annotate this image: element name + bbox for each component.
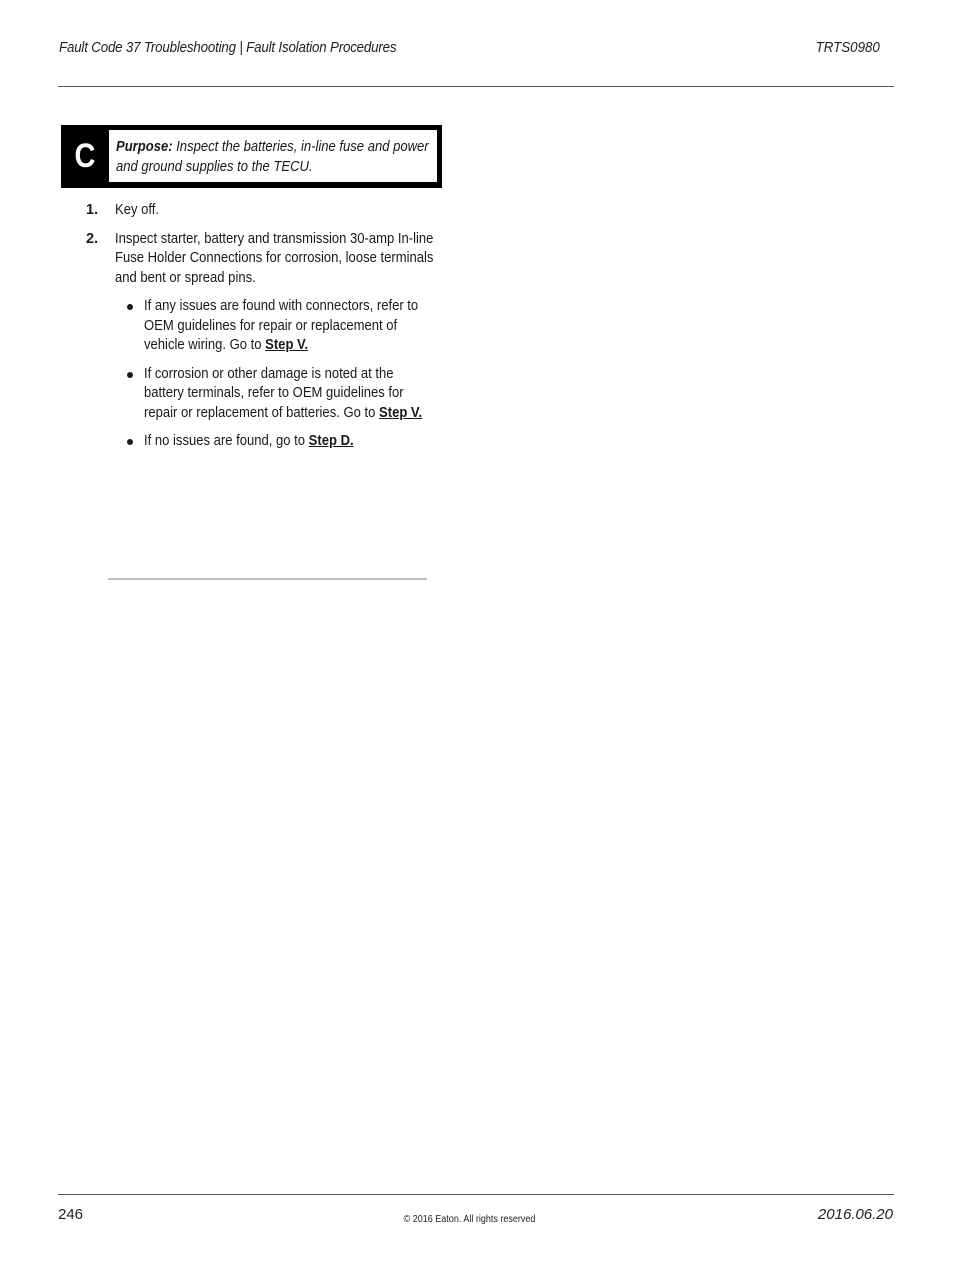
bullet-item [115, 365, 446, 424]
step-v-link[interactable]: Step V. [265, 337, 309, 353]
page-number: 246 [58, 1206, 84, 1223]
step-header-box [61, 125, 442, 188]
bullet-icon [127, 439, 133, 445]
step-text: Key off. [115, 202, 160, 218]
step-d-link[interactable]: Step D. [308, 433, 354, 449]
purpose-panel [109, 130, 437, 182]
step-text: Inspect starter, battery and transmission 30-amp In-line Fuse Holder Connections for corrosion, loose terminals and bent or spread pins. [115, 230, 434, 286]
purpose-text: Inspect the batteries, in-line fuse and power and ground supplies to the TECU. [116, 139, 429, 175]
bullet-text-wrap [144, 365, 434, 424]
step-item [86, 201, 446, 221]
footer-divider [58, 1194, 894, 1195]
step-letter: C [74, 137, 96, 175]
copyright-notice: © 2016 Eaton. All rights reserved [403, 1214, 536, 1225]
step-2-bullet-list [115, 297, 446, 452]
revision-date: 2016.06.20 [817, 1206, 893, 1223]
section-end-divider [108, 578, 427, 580]
step-number: 1. [86, 202, 99, 218]
bullet-item [115, 297, 446, 356]
step-number: 2. [86, 230, 99, 247]
document-id: TRTS0980 [815, 40, 880, 56]
bullet-text: If any issues are found with connectors, refer to OEM guidelines for repair or replacement of vehicle wiring. Go to [144, 298, 419, 353]
purpose-label: Purpose: [116, 139, 173, 155]
bullet-icon [127, 304, 133, 310]
bullet-text-wrap [144, 432, 434, 452]
bullet-text: If corrosion or other damage is noted at the battery terminals, refer to OEM guidelines for repair or replacement of batteries. Go to [144, 365, 404, 421]
header-divider [58, 86, 894, 87]
bullet-text: If no issues are found, go to [144, 433, 309, 449]
bullet-icon [127, 372, 133, 378]
step-item [86, 230, 446, 452]
step-v-link[interactable]: Step V. [379, 404, 423, 421]
header-title: Fault Code 37 Troubleshooting | Fault Isolation Procedures [59, 40, 397, 56]
procedure-steps [86, 201, 446, 461]
bullet-item [115, 432, 446, 452]
bullet-text-wrap [144, 297, 434, 356]
purpose-text-wrap [116, 137, 431, 177]
